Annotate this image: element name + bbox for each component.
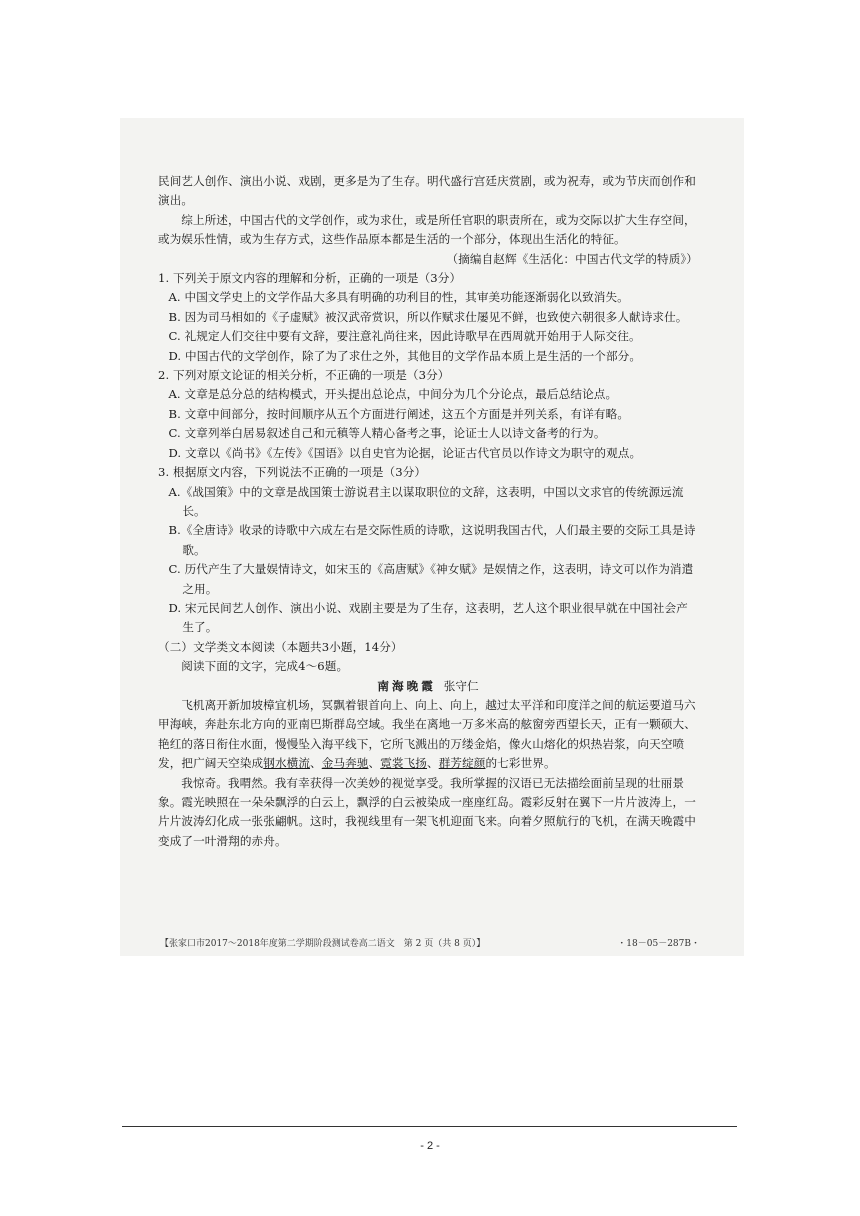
footer-code: ・18－05－287B・	[617, 939, 700, 949]
footer-divider	[122, 1126, 737, 1127]
answer-option: B.《全唐诗》收录的诗歌中六成左右是交际性质的诗歌，这说明我国古代，人们最主要的交际工具是诗歌。	[168, 523, 696, 557]
underlined-phrase: 霓裳飞扬	[380, 756, 427, 771]
essay-text: 、	[427, 756, 439, 771]
essay-text: 、	[310, 756, 322, 771]
answer-option: A.《战国策》中的文章是战国策士游说君主以谋取职位的文辞，这表明，中国以文求官的传统源远流长。	[168, 484, 684, 518]
document-body	[158, 172, 698, 851]
answer-option: C. 历代产生了大量娱情诗文，如宋玉的《高唐赋》《神女赋》是娱情之作，这表明，诗文可以作为消遣之用。	[168, 562, 694, 596]
paragraph: 综上所述，中国古代的文学创作，或为求仕，或是所任官职的职责所在，或为交际以扩大生存空间，或为娱乐性情，或为生存方式，这些作品原本都是生活的一个部分，体现出生活化的特征。	[158, 212, 696, 247]
exam-footer	[160, 936, 700, 949]
essay-text: 的七彩世界。	[485, 756, 556, 771]
source-citation: （摘编自赵辉《生活化：中国古代文学的特质》）	[446, 251, 698, 266]
page-number: - 2 -	[420, 1140, 440, 1152]
paragraph: 民间艺人创作、演出小说、戏剧，更多是为了生存。明代盛行宫廷庆赏剧，或为祝寿，或为节庆而创作和演出。	[158, 174, 696, 208]
answer-option: D. 文章以《尚书》《左传》《国语》以自史官为论据，论证古代官员以作诗文为职守的观点。	[168, 445, 642, 460]
answer-option: B. 文章中间部分，按时间顺序从五个方面进行阐述，这五个方面是并列关系，有详有略。	[168, 406, 630, 421]
essay-author: 张守仁	[443, 678, 479, 693]
section-heading: （二）文学类文本阅读（本题共3小题，14分）	[158, 639, 403, 654]
essay-text: 、	[368, 756, 381, 771]
essay-paragraph	[158, 696, 698, 774]
footer-left: 【张家口市2017～2018年度第二学期阶段测试卷高二语文 第 2 页（共 8 页）】	[160, 939, 486, 949]
question-stem: 3. 根据原文内容，下列说法不正确的一项是（3分）	[158, 465, 427, 480]
answer-option: D. 中国古代的文学创作，除了为了求仕之外，其他目的文学作品本质上是生活的一个部分。	[168, 348, 642, 363]
underlined-phrase: 群芳绽颜	[438, 756, 486, 771]
essay-text: 飞机离开新加坡樟宜机场，冥飘着银首向上、向上、向上，越过太平洋和印度洋之间的航运要道马六甲海峡，奔赴东北方向的亚南巴斯群岛空域。我坐在离地一万多米高的舷窗旁西望长天，正有一颗硕大、艳红的落日衔住水面，慢慢坠入海平线下，它所飞溅出的万缕金焰，像火山熔化的炽热岩浆，向天空喷发，把广阔天空染成	[158, 697, 696, 771]
answer-option: A. 文章是总分总的结构模式，开头提出总论点，中间分为几个分论点，最后总结论点。	[168, 387, 618, 402]
question-stem: 2. 下列对原文论证的相关分析，不正确的一项是（3分）	[158, 368, 450, 383]
essay-title-line	[158, 677, 698, 696]
answer-option: B. 因为司马相如的《子虚赋》被汉武帝赏识，所以作赋求仕屡见不鲜，也致使六朝很多人献诗求仕。	[168, 309, 688, 324]
essay-title: 南海晚霞	[377, 678, 436, 693]
answer-option: A. 中国文学史上的文学作品大多具有明确的功利目的性，其审美功能逐渐弱化以致消失。	[168, 290, 629, 305]
essay-paragraph: 我惊奇。我喟然。我有幸获得一次美妙的视觉享受。我所掌握的汉语已无法描绘面前呈现的壮丽景象。霞光映照在一朵朵飘浮的白云上，飘浮的白云被染成一座座红岛。霞彩反射在翼下一片片波涛上，一片片波涛幻化成一张张翩帆。这时，我视线里有一架飞机迎面飞来。向着夕照航行的飞机，在满天晚霞中变成了一叶滑翔的赤舟。	[158, 775, 696, 848]
answer-option: C. 文章列举白居易叙述自己和元稹等人精心备考之事，论证士人以诗文备考的行为。	[168, 426, 606, 441]
underlined-phrase: 金马奔驰	[321, 756, 369, 771]
question-stem: 1. 下列关于原文内容的理解和分析，正确的一项是（3分）	[158, 271, 462, 286]
answer-option: C. 礼规定人们交往中要有文辞，要注意礼尚往来，因此诗歌早在西周就开始用于人际交往。	[168, 329, 641, 344]
reading-instruction: 阅读下面的文字，完成4～6题。	[181, 659, 349, 674]
answer-option: D. 宋元民间艺人创作、演出小说、戏剧主要是为了生存，这表明，艺人这个职业很早就在中国社会产生了。	[168, 600, 688, 635]
underlined-phrase: 钢水横流	[263, 756, 311, 771]
